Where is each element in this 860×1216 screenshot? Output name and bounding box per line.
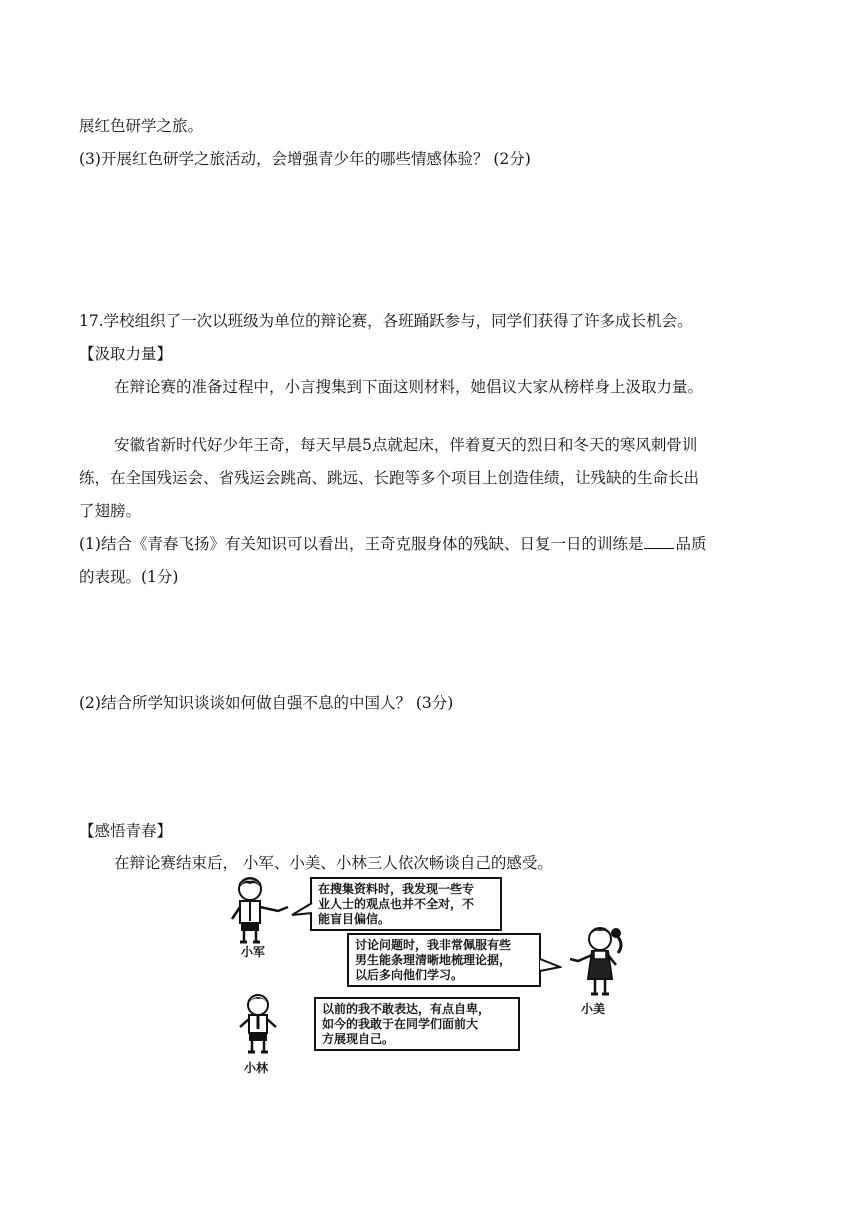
xiaojun-label: 小军 bbox=[241, 945, 266, 959]
section-heading-ganwu-qingchun: 【感悟青春】 bbox=[79, 822, 173, 840]
xiaolin-bubble-line: 如今的我敢于在同学们面前大 bbox=[322, 1017, 479, 1031]
xiaojun-bubble-line: 能盲目偏信。 bbox=[318, 912, 391, 926]
xiaojun-bubble-line: 业人士的观点也并不全对，不 bbox=[318, 897, 475, 911]
comic-illustration bbox=[222, 873, 642, 1073]
question-17-stem: 17.学校组织了一次以班级为单位的辩论赛，各班踊跃参与，同学们获得了许多成长机会。 bbox=[79, 312, 693, 330]
question-17-1 bbox=[79, 534, 706, 554]
material-intro: 在辩论赛的准备过程中，小言搜集到下面这则材料，她倡议大家从榜样身上汲取力量。 bbox=[114, 378, 704, 396]
question-17-1-text: (1)结合《青春飞扬》有关知识可以看出，王奇克服身体的残缺、日复一日的训练是 bbox=[79, 535, 644, 553]
xiaojun-bubble-tail bbox=[290, 901, 314, 921]
xiaolin-figure bbox=[230, 993, 290, 1059]
xiaolin-bubble-line: 以前的我不敢表达，有点自卑， bbox=[322, 1002, 491, 1016]
material-line-1: 安徽省新时代好少年王奇，每天早晨5点就起床，伴着夏天的烈日和冬天的寒风刺骨训 bbox=[114, 436, 698, 454]
comic-intro: 在辩论赛结束后， 小军、小美、小林三人依次畅谈自己的感受。 bbox=[114, 854, 553, 872]
question-17-1-tail: 品质 bbox=[675, 535, 707, 553]
xiaomei-bubble-line: 讨论问题时，我非常佩服有些 bbox=[355, 938, 512, 952]
question-17-1-cont: 的表现。(1分) bbox=[79, 568, 179, 586]
xiaomei-figure bbox=[558, 923, 642, 1001]
xiaojun-bubble-line: 在搜集资料时，我发现一些专 bbox=[318, 882, 475, 896]
xiaomei-bubble-line: 以后多向他们学习。 bbox=[355, 968, 464, 982]
xiaomei-bubble bbox=[347, 933, 541, 987]
xiaomei-label: 小美 bbox=[581, 1002, 606, 1016]
xiaomei-bubble-line: 男生能条理清晰地梳理论据， bbox=[355, 953, 512, 967]
xiaolin-bubble bbox=[314, 997, 520, 1051]
question-17-2: (2)结合所学知识谈谈如何做自强不息的中国人？ (3分) bbox=[79, 694, 454, 712]
material-line-3: 了翅膀。 bbox=[79, 502, 142, 520]
xiaolin-bubble-line: 方展现自己。 bbox=[322, 1032, 395, 1046]
line-1: 展红色研学之旅。 bbox=[79, 117, 204, 135]
material-line-2: 练，在全国残运会、省残运会跳高、跳远、长跑等多个项目上创造佳绩，让残缺的生命长出 bbox=[79, 469, 700, 487]
question-3: (3)开展红色研学之旅活动，会增强青少年的哪些情感体验？ (2分) bbox=[79, 150, 531, 168]
xiaolin-label: 小林 bbox=[244, 1061, 269, 1075]
xiaojun-bubble bbox=[310, 877, 502, 931]
answer-blank bbox=[644, 534, 674, 549]
section-heading-jiqu-liliang: 【汲取力量】 bbox=[79, 345, 173, 363]
